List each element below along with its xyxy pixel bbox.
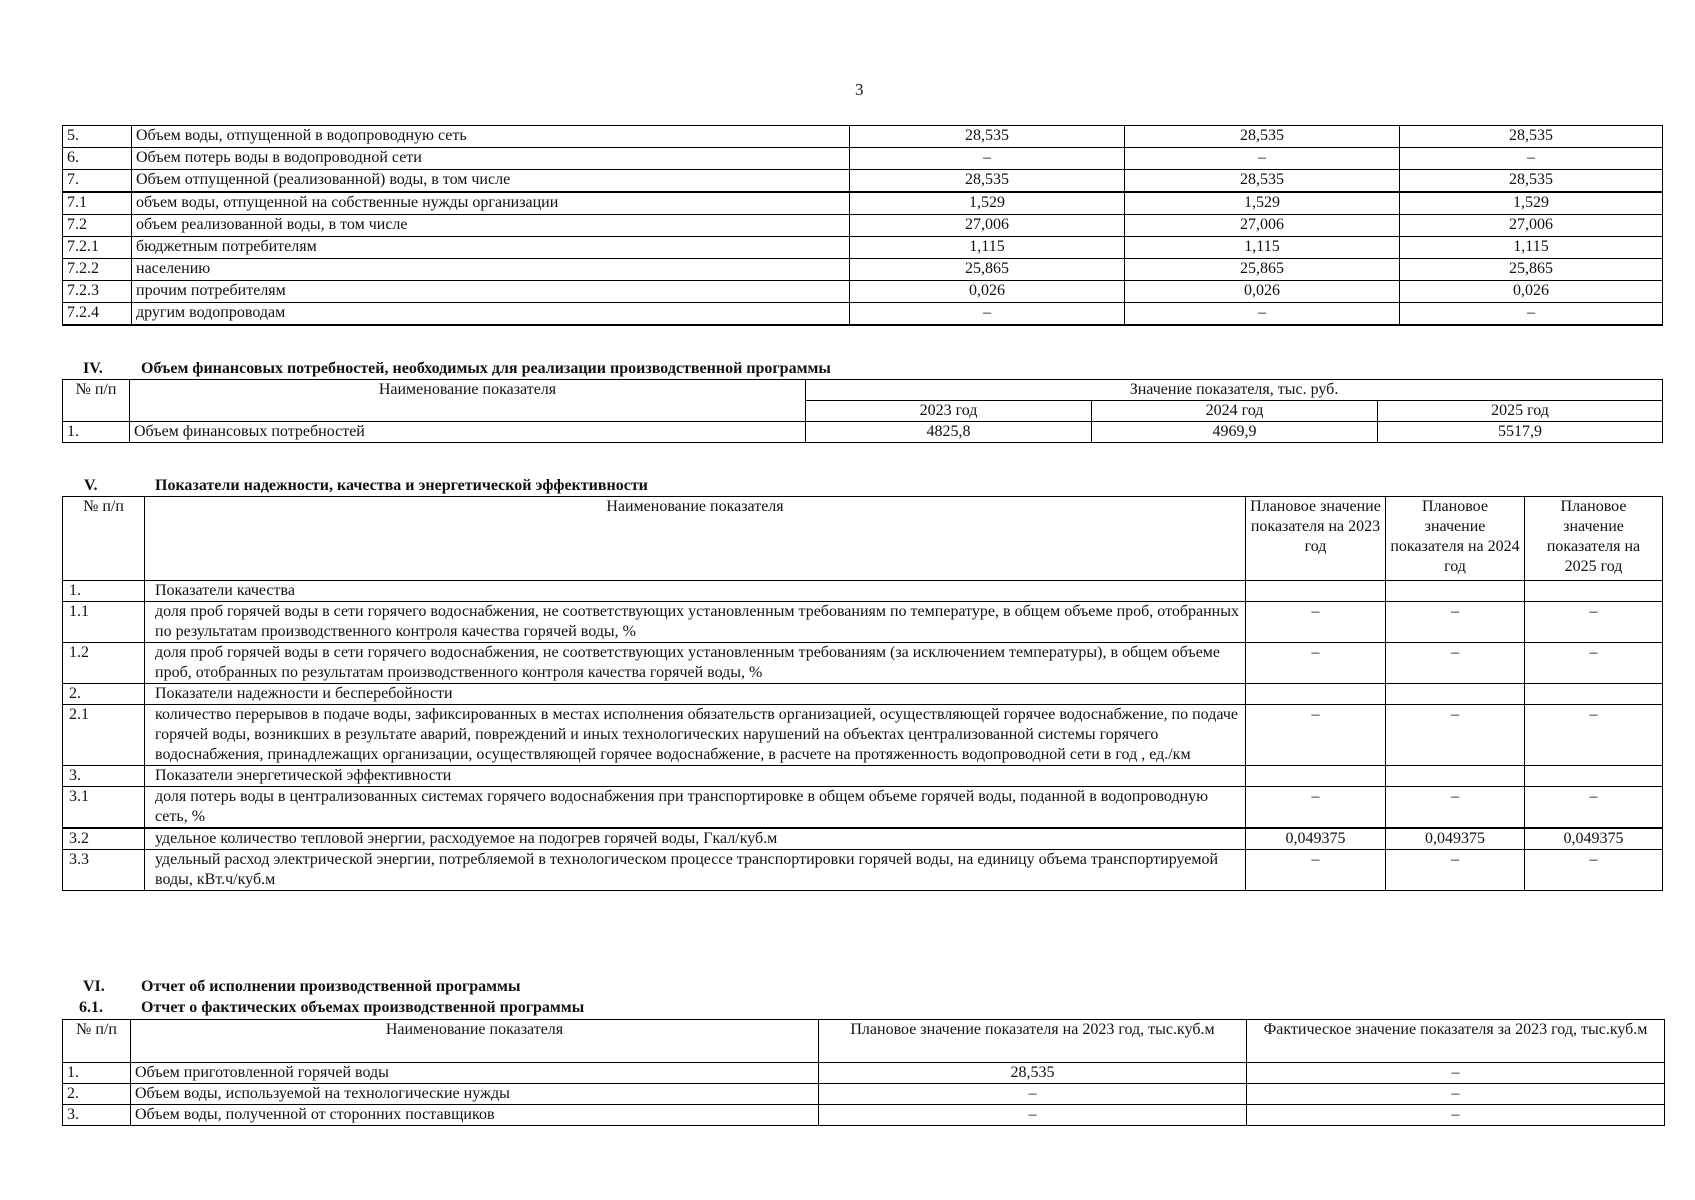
row-fact: –: [1247, 1063, 1665, 1084]
table-row: [63, 192, 1663, 215]
section-5-title: Показатели надежности, качества и энергетической эффективности: [155, 477, 648, 494]
row-name: доля проб горячей воды в сети горячего водоснабжения, не соответствующих установленным требованиям (за исключением температуры), в общем объеме проб, отобранных по результатам производственного контроля качества горячей воды, %: [145, 643, 1246, 684]
row-value-2025: –: [1525, 643, 1663, 684]
row-num: 7.2.1: [63, 237, 132, 259]
row-name: количество перерывов в подаче воды, зафиксированных в местах исполнения обязательств организацией, осуществляющей горячее водоснабжение, по подаче горячей воды, возникших в результате аварий, повреждений и иных технологических нарушений на объектах централизованной системы горячего водоснабжения, принадлежащих организации, осуществляющей горячее водоснабжение, в расчете на протяженность водопроводной сети в год , ед./км: [145, 705, 1246, 766]
row-value-2024: [1386, 581, 1525, 602]
row-value-2025: 28,535: [1400, 126, 1663, 148]
section-4-title: Объем финансовых потребностей, необходимых для реализации производственной программы: [141, 360, 831, 377]
table-row: [63, 787, 1663, 829]
row-num: 6.: [63, 148, 132, 170]
financial-needs-table: [62, 379, 1663, 443]
section-6-1-title: Отчет о фактических объемах производственной программы: [141, 999, 585, 1016]
row-num: 1.: [63, 581, 145, 602]
row-value-2024: 1,529: [1125, 192, 1400, 215]
row-name: бюджетным потребителям: [132, 237, 850, 259]
row-value-2025: –: [1525, 787, 1663, 829]
row-value-2025: [1525, 581, 1663, 602]
row-value-2024: 25,865: [1125, 259, 1400, 281]
row-num: 7.2: [63, 215, 132, 237]
row-num: 2.1: [63, 705, 145, 766]
row-num: 1.: [63, 422, 130, 443]
row-value-2024: [1386, 684, 1525, 705]
row-value-2024: 27,006: [1125, 215, 1400, 237]
section-6-title: Отчет об исполнении производственной программы: [141, 978, 521, 995]
row-name: Объем потерь воды в водопроводной сети: [132, 148, 850, 170]
row-value-2023: [1246, 766, 1386, 787]
table-row: [63, 1084, 1665, 1105]
table-row: [63, 281, 1663, 303]
row-num: 7.: [63, 170, 132, 193]
table-row: [63, 215, 1663, 237]
row-value-2023: 0,026: [850, 281, 1125, 303]
row-num: 3.: [63, 766, 145, 787]
row-name: населению: [132, 259, 850, 281]
row-value-2025: 1,529: [1400, 192, 1663, 215]
row-value-2024: –: [1125, 148, 1400, 170]
row-name: доля потерь воды в централизованных системах горячего водоснабжения при транспортировке в общем объеме горячей воды, поданной в водопроводную сеть, %: [145, 787, 1246, 829]
row-num: 1.1: [63, 602, 145, 643]
table-row: [63, 303, 1663, 326]
row-value-2023: 28,535: [850, 126, 1125, 148]
row-num: 5.: [63, 126, 132, 148]
section-5-heading: [84, 477, 648, 495]
row-name: объем реализованной воды, в том числе: [132, 215, 850, 237]
row-name: Объем воды, отпущенной в водопроводную сеть: [132, 126, 850, 148]
row-num: 1.: [63, 1063, 131, 1084]
table-row: [63, 237, 1663, 259]
page-number: 3: [855, 80, 864, 99]
row-value-2023: –: [1246, 787, 1386, 829]
row-value-2024: –: [1386, 705, 1525, 766]
table-row: [63, 705, 1663, 766]
row-num: 7.2.4: [63, 303, 132, 326]
row-value-2023: [1246, 684, 1386, 705]
section-5-number: V.: [84, 477, 98, 494]
row-num: 7.2.3: [63, 281, 132, 303]
row-value-2024: 28,535: [1125, 170, 1400, 193]
row-plan: –: [819, 1084, 1247, 1105]
header-num: № п/п: [63, 1020, 131, 1063]
table-row: [63, 828, 1663, 850]
table-row: [63, 1105, 1665, 1126]
table-row: [63, 1063, 1665, 1084]
section-6-heading: [83, 978, 520, 996]
row-value-2025: 5517,9: [1378, 422, 1663, 443]
row-num: 7.1: [63, 192, 132, 215]
row-name: другим водопроводам: [132, 303, 850, 326]
section-6-number: VI.: [83, 978, 105, 995]
row-value-2023: 28,535: [850, 170, 1125, 193]
header-plan-2025: Плановое значение показателя на 2025 год: [1525, 497, 1663, 581]
header-plan-2024: Плановое значение показателя на 2024 год: [1386, 497, 1525, 581]
row-value-2023: 1,529: [850, 192, 1125, 215]
section-4-number: IV.: [83, 360, 103, 377]
section-6-1-number: 6.1.: [79, 999, 103, 1016]
row-plan: 28,535: [819, 1063, 1247, 1084]
row-value-2023: –: [850, 148, 1125, 170]
section-6-1-heading: [79, 999, 584, 1017]
row-num: 1.2: [63, 643, 145, 684]
table-row: [63, 148, 1663, 170]
row-name: Объем воды, используемой на технологические нужды: [131, 1084, 819, 1105]
row-value-2025: [1525, 684, 1663, 705]
section-4-heading: [83, 360, 831, 378]
row-name: Объем воды, полученной от сторонних поставщиков: [131, 1105, 819, 1126]
header-fact: Фактическое значение показателя за 2023 год, тыс.куб.м: [1247, 1020, 1665, 1063]
row-value-2024: 0,026: [1125, 281, 1400, 303]
row-name: Показатели надежности и бесперебойности: [145, 684, 1246, 705]
row-value-2024: 1,115: [1125, 237, 1400, 259]
row-value-2023: 25,865: [850, 259, 1125, 281]
reliability-table: [62, 496, 1663, 891]
row-num: 3.2: [63, 828, 145, 850]
row-name: удельный расход электрической энергии, потребляемой в технологическом процессе транспортировки горячей воды, на единицу объема транспортируемой воды, кВт.ч/куб.м: [145, 850, 1246, 891]
header-plan: Плановое значение показателя на 2023 год, тыс.куб.м: [819, 1020, 1247, 1063]
row-num: 2.: [63, 684, 145, 705]
header-name: Наименование показателя: [145, 497, 1246, 581]
row-value-2025: 27,006: [1400, 215, 1663, 237]
row-value-2025: 0,049375: [1525, 828, 1663, 850]
table-row: [63, 850, 1663, 891]
row-name: объем воды, отпущенной на собственные нужды организации: [132, 192, 850, 215]
row-value-2025: –: [1400, 148, 1663, 170]
row-plan: –: [819, 1105, 1247, 1126]
row-value-2024: [1386, 766, 1525, 787]
row-value-2024: 28,535: [1125, 126, 1400, 148]
table-row: [63, 170, 1663, 193]
table-row: [63, 766, 1663, 787]
header-plan-2023: Плановое значение показателя на 2023 год: [1246, 497, 1386, 581]
row-num: 2.: [63, 1084, 131, 1105]
volumes-table: [62, 125, 1663, 326]
row-name: прочим потребителям: [132, 281, 850, 303]
row-value-2023: [1246, 581, 1386, 602]
header-year-2024: 2024 год: [1092, 401, 1378, 422]
header-year-2025: 2025 год: [1378, 401, 1663, 422]
row-value-2023: 4825,8: [806, 422, 1092, 443]
row-value-2025: 0,026: [1400, 281, 1663, 303]
row-value-2024: 4969,9: [1092, 422, 1378, 443]
row-fact: –: [1247, 1105, 1665, 1126]
row-value-2023: –: [1246, 850, 1386, 891]
row-num: 3.: [63, 1105, 131, 1126]
row-value-2025: –: [1400, 303, 1663, 326]
row-name: Объем приготовленной горячей воды: [131, 1063, 819, 1084]
row-name: Показатели качества: [145, 581, 1246, 602]
row-fact: –: [1247, 1084, 1665, 1105]
row-value-2023: –: [1246, 705, 1386, 766]
row-value-2024: –: [1386, 602, 1525, 643]
row-value-2024: –: [1125, 303, 1400, 326]
row-value-2025: 25,865: [1400, 259, 1663, 281]
row-value-2024: –: [1386, 787, 1525, 829]
row-value-2025: 28,535: [1400, 170, 1663, 193]
header-num: № п/п: [63, 497, 145, 581]
row-value-2025: [1525, 766, 1663, 787]
row-name: доля проб горячей воды в сети горячего водоснабжения, не соответствующих установленным требованиям по температуре, в общем объеме проб, отобранных по результатам производственного контроля качества горячей воды, %: [145, 602, 1246, 643]
table-row: [63, 259, 1663, 281]
row-value-2025: –: [1525, 602, 1663, 643]
row-value-2023: –: [1246, 602, 1386, 643]
table-row: [63, 602, 1663, 643]
row-name: Объем отпущенной (реализованной) воды, в том числе: [132, 170, 850, 193]
row-name: Показатели энергетической эффективности: [145, 766, 1246, 787]
table-row: [63, 684, 1663, 705]
header-name: Наименование показателя: [130, 380, 806, 422]
row-value-2024: 0,049375: [1386, 828, 1525, 850]
row-value-2024: –: [1386, 850, 1525, 891]
header-num: № п/п: [63, 380, 130, 422]
row-name: удельное количество тепловой энергии, расходуемое на подогрев горячей воды, Гкал/куб.м: [145, 828, 1246, 850]
row-value-2025: –: [1525, 705, 1663, 766]
row-value-2023: 1,115: [850, 237, 1125, 259]
row-value-2024: –: [1386, 643, 1525, 684]
row-value-2025: –: [1525, 850, 1663, 891]
row-value-2023: 27,006: [850, 215, 1125, 237]
table-row: [63, 643, 1663, 684]
actual-volumes-table: [62, 1019, 1665, 1126]
row-value-2025: 1,115: [1400, 237, 1663, 259]
header-value: Значение показателя, тыс. руб.: [806, 380, 1663, 401]
row-name: Объем финансовых потребностей: [130, 422, 806, 443]
row-num: 7.2.2: [63, 259, 132, 281]
table-row: [63, 126, 1663, 148]
row-num: 3.3: [63, 850, 145, 891]
row-value-2023: –: [850, 303, 1125, 326]
row-value-2023: –: [1246, 643, 1386, 684]
header-name: Наименование показателя: [131, 1020, 819, 1063]
header-year-2023: 2023 год: [806, 401, 1092, 422]
row-num: 3.1: [63, 787, 145, 829]
row-value-2023: 0,049375: [1246, 828, 1386, 850]
table-row: [63, 581, 1663, 602]
